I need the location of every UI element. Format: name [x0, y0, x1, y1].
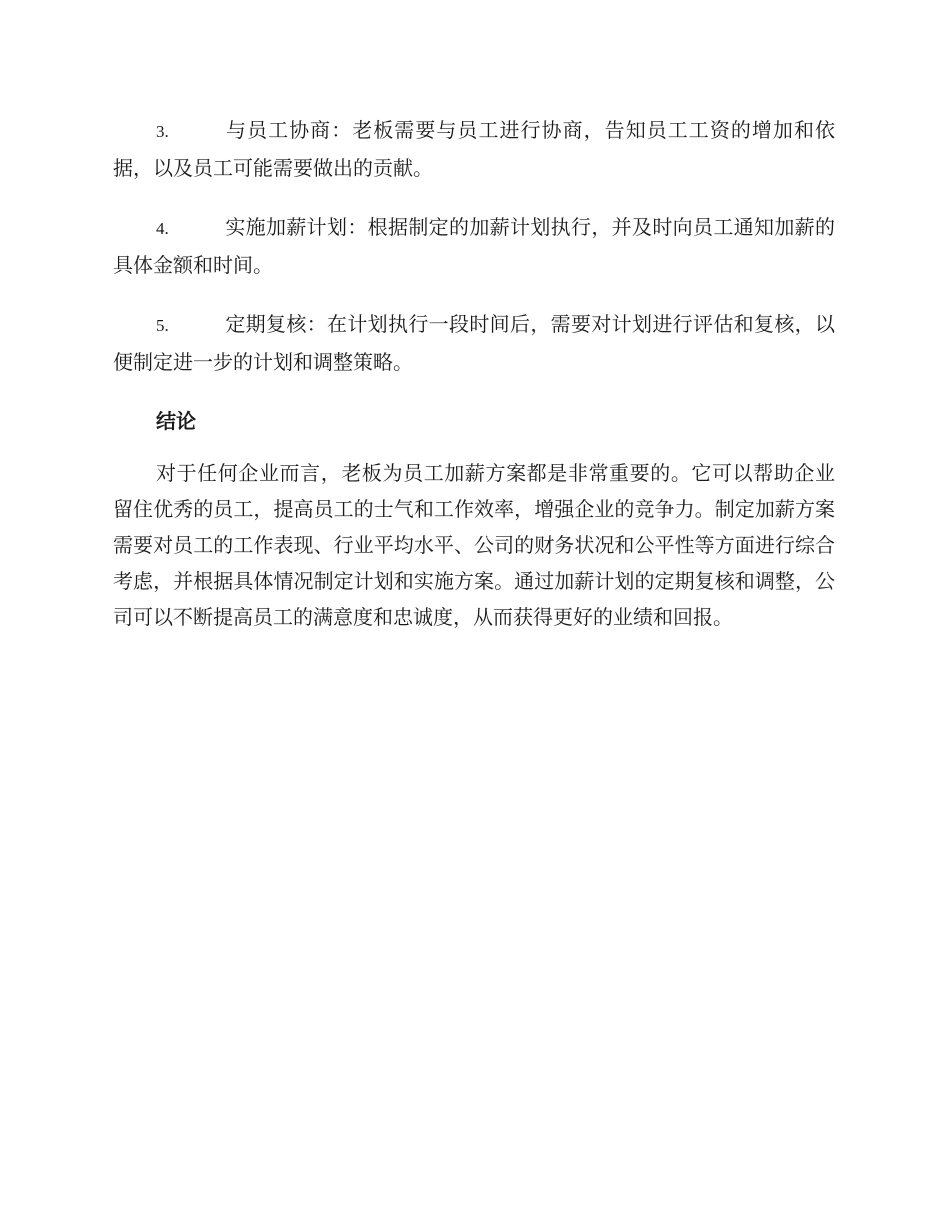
list-number: 5. [156, 316, 169, 335]
document-content [113, 112, 835, 635]
list-number: 4. [156, 219, 169, 238]
list-item-text: 与员工协商：老板需要与员工进行协商，告知员工工资的增加和依据，以及员工可能需要做出的贡献。 [113, 118, 835, 180]
list-item-4 [113, 209, 835, 283]
conclusion-heading: 结论 [156, 409, 196, 433]
conclusion-paragraph: 对于任何企业而言，老板为员工加薪方案都是非常重要的。它可以帮助企业留住优秀的员工，提高员工的士气和工作效率，增强企业的竞争力。制定加薪方案需要对员工的工作表现、行业平均水平、公司的财务状况和公平性等方面进行综合考虑，并根据具体情况制定计划和实施方案。通过加薪计划的定期复核和调整，公司可以不断提高员工的满意度和忠诚度，从而获得更好的业绩和回报。 [113, 461, 835, 629]
list-item-text: 实施加薪计划：根据制定的加薪计划执行，并及时向员工通知加薪的具体金额和时间。 [113, 215, 835, 277]
list-number: 3. [156, 122, 169, 141]
list-item-text: 定期复核：在计划执行一段时间后，需要对计划进行评估和复核，以便制定进一步的计划和调整策略。 [113, 312, 835, 374]
list-item-3 [113, 112, 835, 186]
list-item-5 [113, 306, 835, 380]
